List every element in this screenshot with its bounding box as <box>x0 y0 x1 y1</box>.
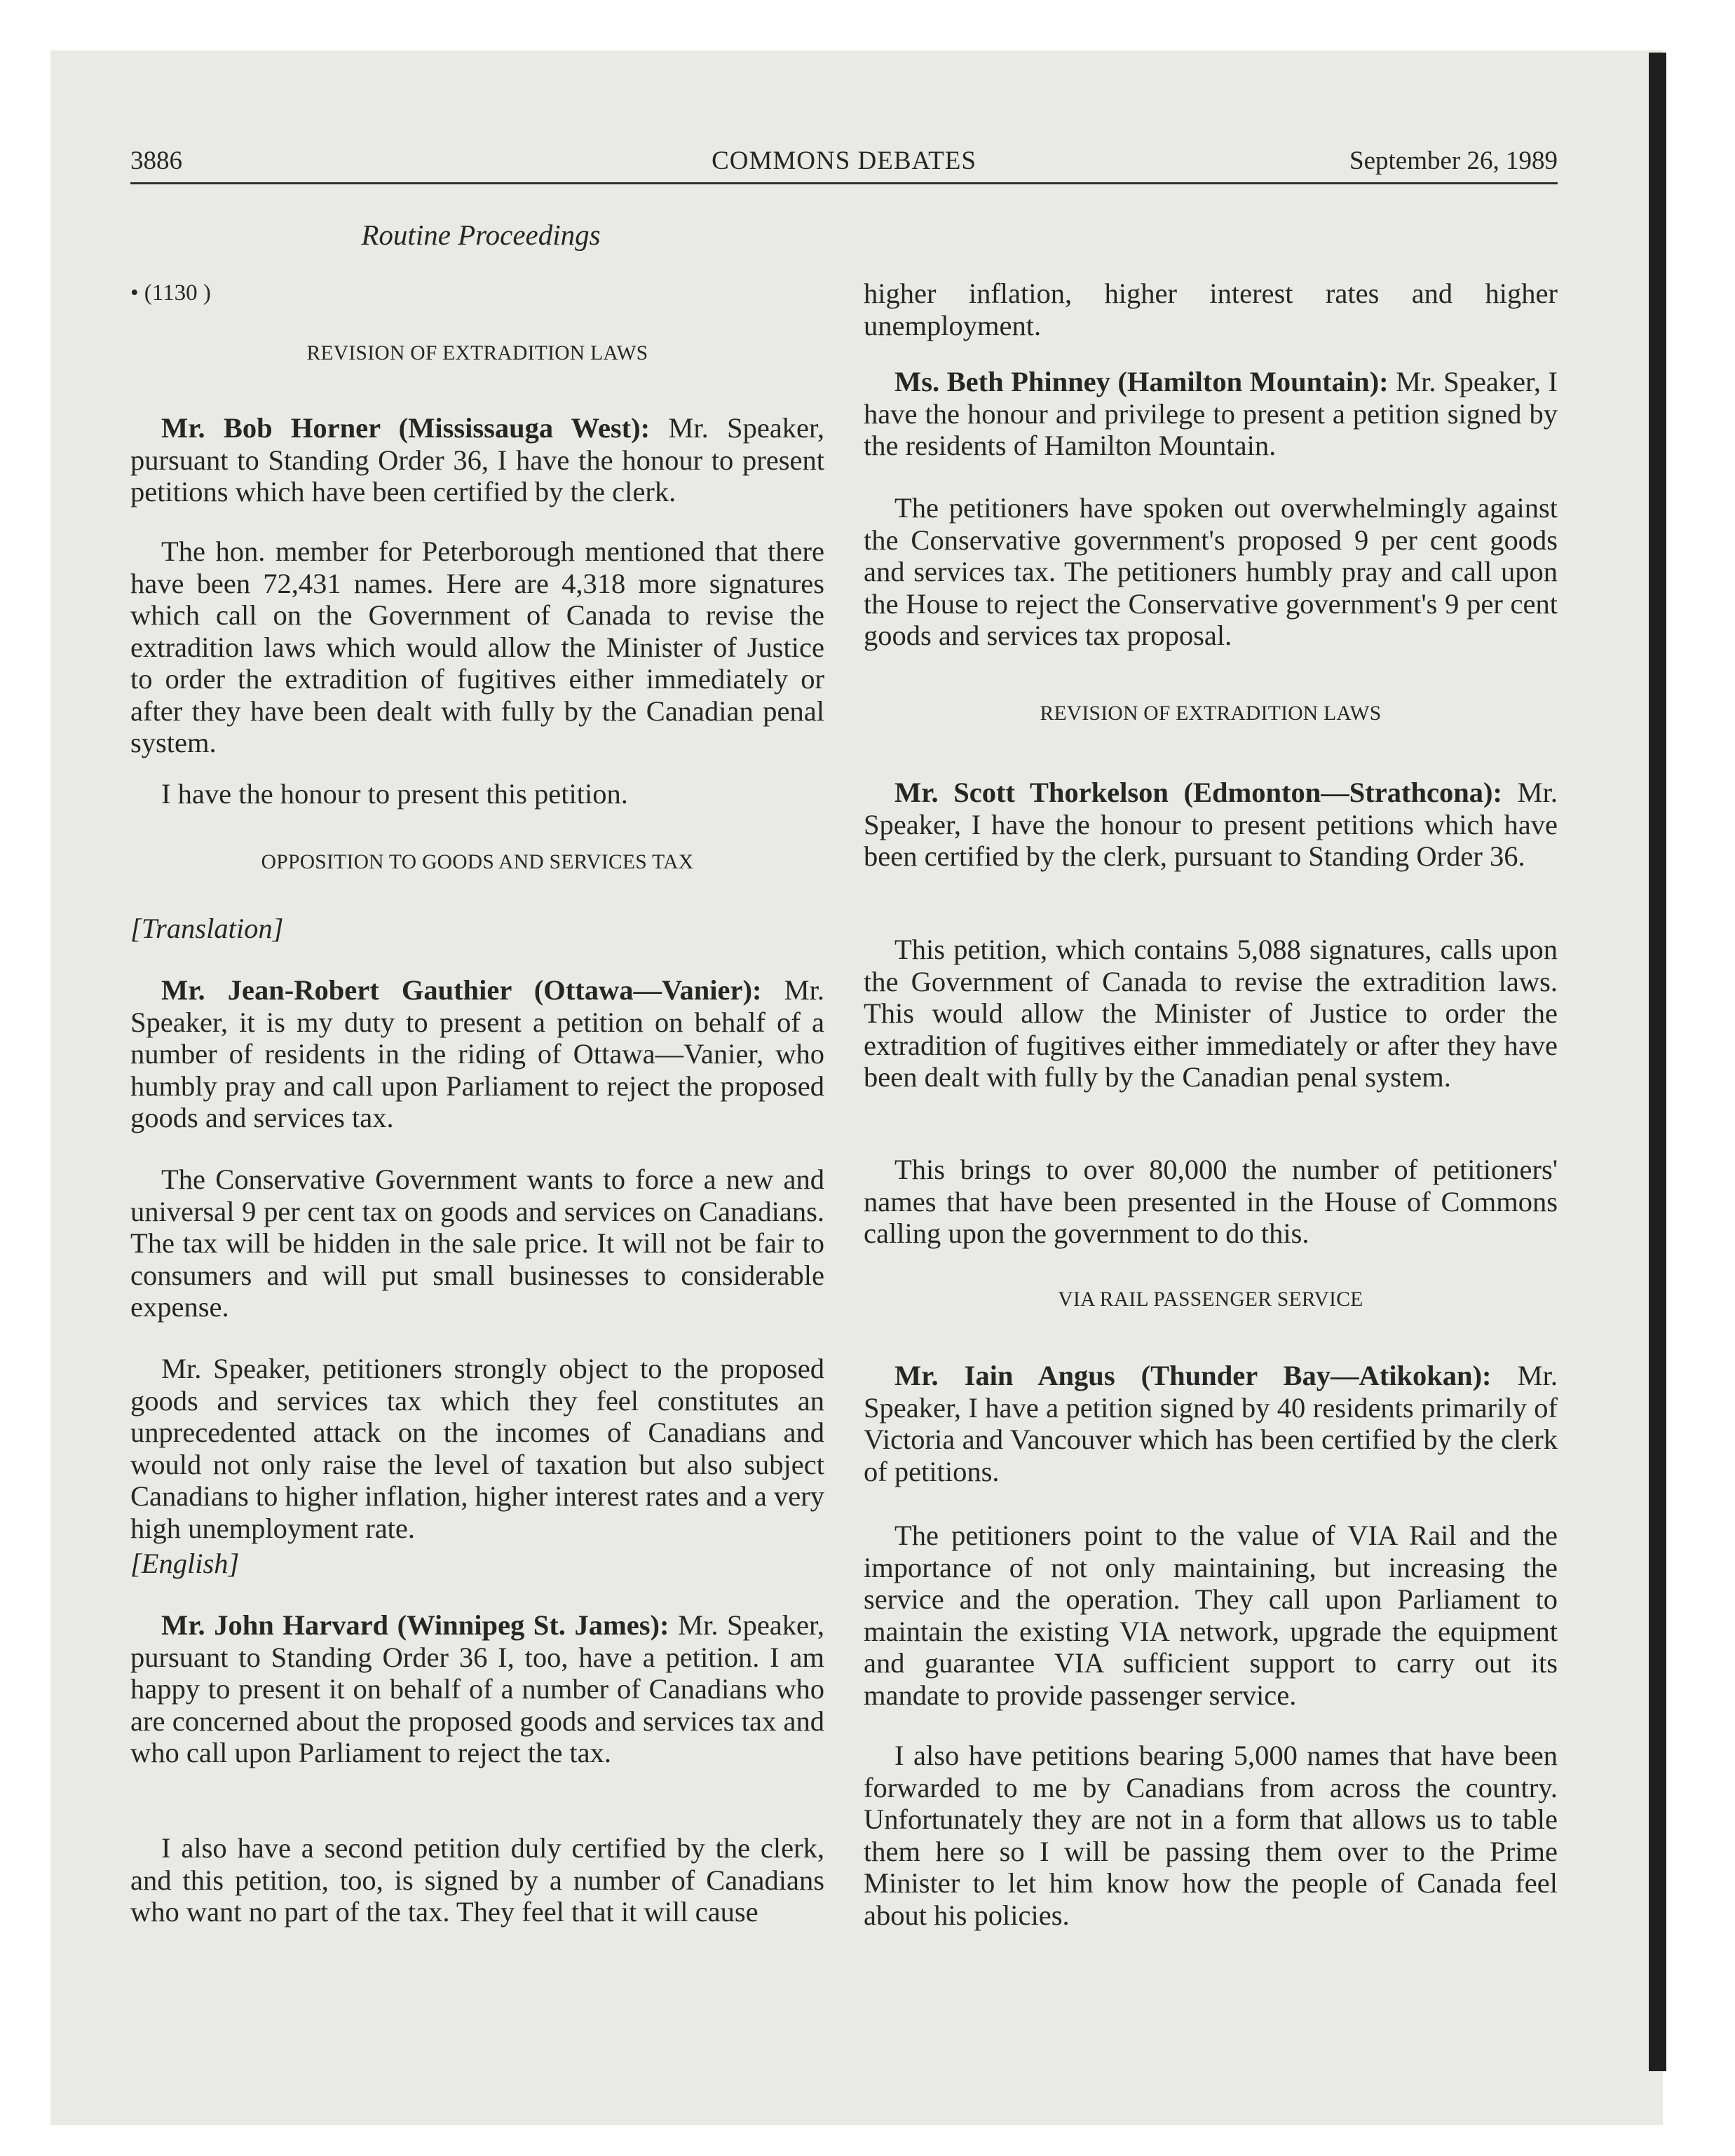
speaker-name: Mr. Bob Horner (Mississauga West): <box>161 412 651 444</box>
paragraph-80000-names <box>864 1154 1558 1250</box>
paragraph-harvard <box>130 1609 824 1769</box>
paragraph-peterborough <box>130 535 824 759</box>
publication-date: September 26, 1989 <box>1349 146 1558 175</box>
time-marker: • (1130 ) <box>130 280 211 306</box>
english-tag: [English] <box>130 1548 240 1579</box>
paragraph-text: This petition, which contains 5,088 signatures, calls upon the Government of Canada to revise the extradition laws. This would allow the Minister of Justice to order the extradition of fugitives either immediately or after they have been dealt with fully by the Canadian penal system. <box>864 934 1558 1093</box>
paragraph-conservative-government <box>130 1164 824 1323</box>
paragraph-text: The Conservative Government wants to force a new and universal 9 per cent tax on goods and services on Canadians. The tax will be hidden in the sale price. It will not be fair to consumers and will put small businesses to considerable expense. <box>130 1164 824 1323</box>
paragraph-text: This brings to over 80,000 the number of petitioners' names that have been presented in the House of Commons calling upon the government to do this. <box>864 1154 1558 1249</box>
paragraph-text: Mr. Speaker, it is my duty to present a petition on behalf of a number of residents in the riding of Ottawa—Vanier, who humbly pray and call upon Parliament to reject the proposed goods and services tax. <box>130 974 824 1133</box>
paragraph-gauthier <box>130 974 824 1134</box>
paragraph-via-value <box>864 1520 1558 1711</box>
subheading-revision-extradition-laws-2: REVISION OF EXTRADITION LAWS <box>1040 702 1382 725</box>
page-header <box>130 146 1558 188</box>
subheading-opposition-gst: OPPOSITION TO GOODS AND SERVICES TAX <box>261 851 694 873</box>
paragraph-angus <box>864 1360 1558 1487</box>
paragraph-5000-names <box>864 1740 1558 1931</box>
subheading-revision-extradition-laws: REVISION OF EXTRADITION LAWS <box>306 342 648 364</box>
paragraph-text: I have the honour to present this petition. <box>161 778 628 810</box>
paragraph-second-petition <box>130 1832 824 1928</box>
paragraph-phinney <box>864 366 1558 462</box>
header-rule <box>130 182 1558 184</box>
speaker-name: Mr. Scott Thorkelson (Edmonton—Strathcona): <box>894 777 1502 808</box>
paragraph-text: Mr. Speaker, I have a petition signed by 40 residents primarily of Victoria and Vancouver which has been certified by the clerk of petitions. <box>864 1360 1558 1487</box>
paragraph-petitioners-object <box>130 1353 824 1544</box>
paragraph-petitioners-spoken <box>864 492 1558 652</box>
paragraph-text: The petitioners point to the value of VIA Rail and the importance of not only maintaining, but increasing the service and the operation. They call upon Parliament to maintain the existing VIA network, upgrade the equipment and guarantee VIA sufficient support to carry out its mandate to provide passenger service. <box>864 1520 1558 1711</box>
paragraph-horner <box>130 412 824 508</box>
speaker-name: Ms. Beth Phinney (Hamilton Mountain): <box>894 366 1389 397</box>
paragraph-text: Mr. Speaker, I have the honour to present petitions which have been certified by the clerk, pursuant to Standing Order 36. <box>864 777 1558 872</box>
paragraph-text: I also have petitions bearing 5,000 names that have been forwarded to me by Canadians from across the country. Unfortunately they are not in a form that allows us to table them here so I will be passing them over to the Prime Minister to let him know how the people of Canada feel about his policies. <box>864 1740 1558 1931</box>
paragraph-text: I also have a second petition duly certified by the clerk, and this petition, too, is signed by a number of Canadians who want no part of the tax. They feel that it will cause <box>130 1832 824 1928</box>
speaker-name: Mr. Jean-Robert Gauthier (Ottawa—Vanier): <box>161 974 762 1006</box>
paragraph-text: higher inflation, higher interest rates and higher unemployment. <box>864 278 1558 341</box>
page-number: 3886 <box>130 146 182 175</box>
section-heading: Routine Proceedings <box>361 219 601 251</box>
paragraph-text: Mr. Speaker, petitioners strongly object to the proposed goods and services tax which they feel constitutes an unprecedented attack on the incomes of Canadians and would not only raise the level of taxation but also subject Canadians to higher inflation, higher interest rates and a very high unemployment rate. <box>130 1353 824 1544</box>
paragraph-thorkelson <box>864 777 1558 873</box>
paragraph-5088-signatures <box>864 934 1558 1093</box>
paragraph-text: Mr. Speaker, pursuant to Standing Order 36, I have the honour to present petitions which have been certified by the clerk. <box>130 412 824 507</box>
subheading-via-rail: VIA RAIL PASSENGER SERVICE <box>1058 1288 1363 1311</box>
paragraph-higher-inflation <box>864 278 1558 341</box>
translation-tag: [Translation] <box>130 913 284 944</box>
paragraph-text: Mr. Speaker, I have the honour and privilege to present a petition signed by the residents of Hamilton Mountain. <box>864 366 1558 461</box>
speaker-name: Mr. John Harvard (Winnipeg St. James): <box>161 1609 669 1641</box>
paragraph-honour <box>130 778 824 810</box>
speaker-name: Mr. Iain Angus (Thunder Bay—Atikokan): <box>894 1360 1492 1391</box>
paragraph-text: The hon. member for Peterborough mentioned that there have been 72,431 names. Here are 4,318 more signatures which call on the Government of Canada to revise the extradition laws which would allow the Minister of Justice to order the extradition of fugitives either immediately or after they have been dealt with fully by the Canadian penal system. <box>130 535 824 758</box>
binding-edge-bar <box>1649 53 1666 2071</box>
paragraph-text: Mr. Speaker, pursuant to Standing Order 36 I, too, have a petition. I am happy to present it on behalf of a number of Canadians who are concerned about the proposed goods and services tax and who call upon Parliament to reject the tax. <box>130 1609 824 1768</box>
journal-title: COMMONS DEBATES <box>712 146 977 175</box>
paragraph-text: The petitioners have spoken out overwhelmingly against the Conservative government's proposed 9 per cent goods and services tax. The petitioners humbly pray and call upon the House to reject the Conservative government's 9 per cent goods and services tax proposal. <box>864 492 1558 651</box>
